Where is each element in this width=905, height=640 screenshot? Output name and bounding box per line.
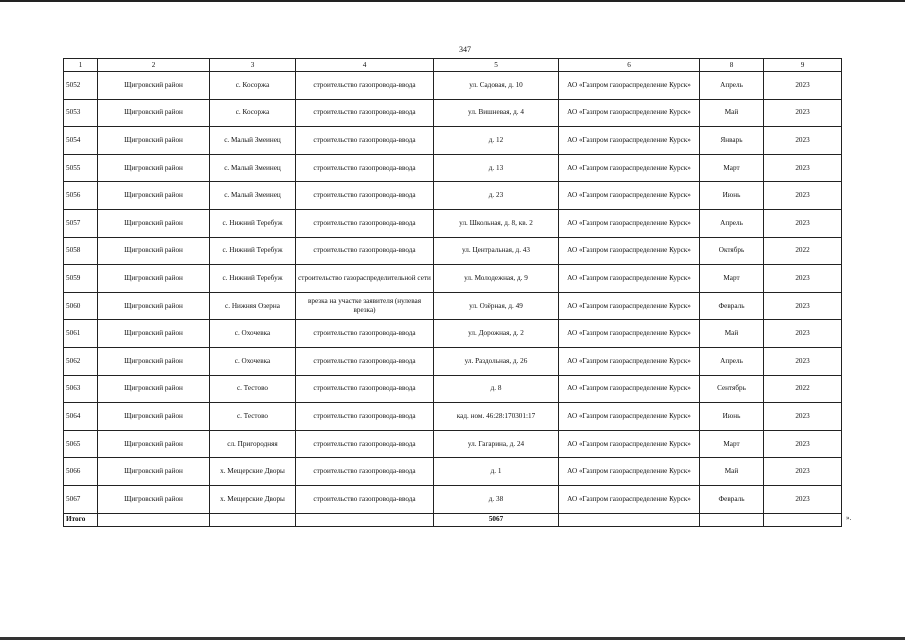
row-number-cell: 5057 xyxy=(64,209,98,237)
table-row xyxy=(64,154,842,182)
organization-cell: АО «Газпром газораспределение Курск» xyxy=(559,458,700,486)
work-type-cell: строительство газопровода-ввода xyxy=(296,99,434,127)
organization-cell: АО «Газпром газораспределение Курск» xyxy=(559,320,700,348)
organization-cell: АО «Газпром газораспределение Курск» xyxy=(559,430,700,458)
header-col-9: 9 xyxy=(764,59,842,72)
organization-cell: АО «Газпром газораспределение Курск» xyxy=(559,265,700,293)
month-cell: Июнь xyxy=(700,403,764,431)
address-cell: д. 38 xyxy=(434,485,559,513)
month-cell: Май xyxy=(700,458,764,486)
organization-cell: АО «Газпром газораспределение Курск» xyxy=(559,127,700,155)
settlement-cell: с. Охочевка xyxy=(210,347,296,375)
header-col-1: 1 xyxy=(64,59,98,72)
address-cell: ул. Садовая, д. 10 xyxy=(434,72,559,100)
address-cell: ул. Школьная, д. 8, кв. 2 xyxy=(434,209,559,237)
address-cell: д. 1 xyxy=(434,458,559,486)
organization-cell: АО «Газпром газораспределение Курск» xyxy=(559,292,700,320)
address-cell: ул. Дорожная, д. 2 xyxy=(434,320,559,348)
address-cell: ул. Центральная, д. 43 xyxy=(434,237,559,265)
table-row xyxy=(64,182,842,210)
district-cell: Щигровский район xyxy=(98,154,210,182)
district-cell: Щигровский район xyxy=(98,458,210,486)
row-number-cell: 5052 xyxy=(64,72,98,100)
organization-cell: АО «Газпром газораспределение Курск» xyxy=(559,99,700,127)
month-cell: Март xyxy=(700,154,764,182)
month-cell: Июнь xyxy=(700,182,764,210)
header-col-8: 8 xyxy=(700,59,764,72)
district-cell: Щигровский район xyxy=(98,265,210,293)
work-type-cell: строительство газопровода-ввода xyxy=(296,430,434,458)
month-cell: Сентябрь xyxy=(700,375,764,403)
year-cell: 2023 xyxy=(764,347,842,375)
header-col-5: 5 xyxy=(434,59,559,72)
settlement-cell: с. Нижний Теребуж xyxy=(210,265,296,293)
year-cell: 2022 xyxy=(764,237,842,265)
table-row xyxy=(64,485,842,513)
district-cell: Щигровский район xyxy=(98,292,210,320)
year-cell: 2023 xyxy=(764,154,842,182)
table-row xyxy=(64,127,842,155)
work-type-cell: строительство газопровода-ввода xyxy=(296,458,434,486)
table-row xyxy=(64,265,842,293)
month-cell: Апрель xyxy=(700,209,764,237)
address-cell: д. 13 xyxy=(434,154,559,182)
row-number-cell: 5065 xyxy=(64,430,98,458)
settlement-cell: сл. Пригородняя xyxy=(210,430,296,458)
district-cell: Щигровский район xyxy=(98,403,210,431)
settlement-cell: с. Нижний Теребуж xyxy=(210,237,296,265)
row-number-cell: 5061 xyxy=(64,320,98,348)
settlement-cell: с. Охочевка xyxy=(210,320,296,348)
work-type-cell: строительство газопровода-ввода xyxy=(296,320,434,348)
district-cell: Щигровский район xyxy=(98,485,210,513)
district-cell: Щигровский район xyxy=(98,320,210,348)
organization-cell: АО «Газпром газораспределение Курск» xyxy=(559,485,700,513)
page-number: 347 xyxy=(459,45,471,54)
total-empty-cell xyxy=(700,513,764,526)
settlement-cell: с. Малый Змеинец xyxy=(210,154,296,182)
organization-cell: АО «Газпром газораспределение Курск» xyxy=(559,209,700,237)
year-cell: 2023 xyxy=(764,320,842,348)
address-cell: кад. ном. 46:28:170301:17 xyxy=(434,403,559,431)
month-cell: Май xyxy=(700,320,764,348)
address-cell: ул. Озёрная, д. 49 xyxy=(434,292,559,320)
address-cell: ул. Молодежная, д. 9 xyxy=(434,265,559,293)
month-cell: Январь xyxy=(700,127,764,155)
row-number-cell: 5066 xyxy=(64,458,98,486)
total-empty-cell xyxy=(559,513,700,526)
table-row xyxy=(64,403,842,431)
month-cell: Март xyxy=(700,265,764,293)
district-cell: Щигровский район xyxy=(98,237,210,265)
table-row xyxy=(64,375,842,403)
settlement-cell: с. Малый Змеинец xyxy=(210,127,296,155)
work-type-cell: строительство газопровода-ввода xyxy=(296,72,434,100)
year-cell: 2023 xyxy=(764,209,842,237)
table-row xyxy=(64,430,842,458)
organization-cell: АО «Газпром газораспределение Курск» xyxy=(559,154,700,182)
district-cell: Щигровский район xyxy=(98,375,210,403)
address-cell: д. 12 xyxy=(434,127,559,155)
registry-table xyxy=(63,58,842,527)
year-cell: 2023 xyxy=(764,403,842,431)
header-col-3: 3 xyxy=(210,59,296,72)
work-type-cell: строительство газопровода-ввода xyxy=(296,375,434,403)
settlement-cell: с. Нижняя Озерна xyxy=(210,292,296,320)
total-empty-cell xyxy=(98,513,210,526)
table-row xyxy=(64,347,842,375)
settlement-cell: с. Косоржа xyxy=(210,99,296,127)
organization-cell: АО «Газпром газораспределение Курск» xyxy=(559,347,700,375)
row-number-cell: 5060 xyxy=(64,292,98,320)
work-type-cell: строительство газопровода-ввода xyxy=(296,237,434,265)
row-number-cell: 5058 xyxy=(64,237,98,265)
district-cell: Щигровский район xyxy=(98,209,210,237)
address-cell: ул. Раздольная, д. 26 xyxy=(434,347,559,375)
month-cell: Октябрь xyxy=(700,237,764,265)
table-row xyxy=(64,237,842,265)
address-cell: д. 23 xyxy=(434,182,559,210)
row-number-cell: 5054 xyxy=(64,127,98,155)
year-cell: 2023 xyxy=(764,430,842,458)
year-cell: 2023 xyxy=(764,182,842,210)
scan-edge-top xyxy=(0,0,905,2)
row-number-cell: 5059 xyxy=(64,265,98,293)
settlement-cell: с. Тестово xyxy=(210,403,296,431)
table-row xyxy=(64,209,842,237)
table-row xyxy=(64,292,842,320)
row-number-cell: 5062 xyxy=(64,347,98,375)
table-row xyxy=(64,458,842,486)
total-label: Итого xyxy=(64,513,98,526)
settlement-cell: х. Мещерские Дворы xyxy=(210,458,296,486)
settlement-cell: с. Нижний Теребуж xyxy=(210,209,296,237)
settlement-cell: с. Малый Змеинец xyxy=(210,182,296,210)
row-number-cell: 5063 xyxy=(64,375,98,403)
work-type-cell: строительство газопровода-ввода xyxy=(296,154,434,182)
district-cell: Щигровский район xyxy=(98,127,210,155)
organization-cell: АО «Газпром газораспределение Курск» xyxy=(559,182,700,210)
year-cell: 2023 xyxy=(764,265,842,293)
end-mark: ». xyxy=(846,514,852,522)
header-col-2: 2 xyxy=(98,59,210,72)
year-cell: 2023 xyxy=(764,458,842,486)
work-type-cell: строительство газопровода-ввода xyxy=(296,209,434,237)
month-cell: Апрель xyxy=(700,72,764,100)
header-row xyxy=(64,59,842,72)
total-empty-cell xyxy=(296,513,434,526)
year-cell: 2023 xyxy=(764,127,842,155)
address-cell: д. 8 xyxy=(434,375,559,403)
settlement-cell: х. Мещерские Дворы xyxy=(210,485,296,513)
month-cell: Май xyxy=(700,99,764,127)
row-number-cell: 5067 xyxy=(64,485,98,513)
organization-cell: АО «Газпром газораспределение Курск» xyxy=(559,237,700,265)
district-cell: Щигровский район xyxy=(98,430,210,458)
year-cell: 2023 xyxy=(764,485,842,513)
work-type-cell: строительство газопровода-ввода xyxy=(296,403,434,431)
total-value: 5067 xyxy=(434,513,559,526)
organization-cell: АО «Газпром газораспределение Курск» xyxy=(559,72,700,100)
year-cell: 2023 xyxy=(764,72,842,100)
table-row xyxy=(64,72,842,100)
address-cell: ул. Гагарина, д. 24 xyxy=(434,430,559,458)
district-cell: Щигровский район xyxy=(98,347,210,375)
month-cell: Апрель xyxy=(700,347,764,375)
address-cell: ул. Вишневая, д. 4 xyxy=(434,99,559,127)
header-col-6: 6 xyxy=(559,59,700,72)
work-type-cell: строительство газопровода-ввода xyxy=(296,182,434,210)
district-cell: Щигровский район xyxy=(98,72,210,100)
work-type-cell: строительство газораспределительной сети xyxy=(296,265,434,293)
settlement-cell: с. Косоржа xyxy=(210,72,296,100)
district-cell: Щигровский район xyxy=(98,182,210,210)
settlement-cell: с. Тестово xyxy=(210,375,296,403)
header-col-4: 4 xyxy=(296,59,434,72)
organization-cell: АО «Газпром газораспределение Курск» xyxy=(559,375,700,403)
month-cell: Февраль xyxy=(700,485,764,513)
row-number-cell: 5055 xyxy=(64,154,98,182)
work-type-cell: строительство газопровода-ввода xyxy=(296,485,434,513)
total-row xyxy=(64,513,842,526)
row-number-cell: 5056 xyxy=(64,182,98,210)
total-empty-cell xyxy=(210,513,296,526)
total-empty-cell xyxy=(764,513,842,526)
district-cell: Щигровский район xyxy=(98,99,210,127)
year-cell: 2022 xyxy=(764,375,842,403)
month-cell: Март xyxy=(700,430,764,458)
row-number-cell: 5053 xyxy=(64,99,98,127)
table-row xyxy=(64,99,842,127)
year-cell: 2023 xyxy=(764,292,842,320)
work-type-cell: строительство газопровода-ввода xyxy=(296,347,434,375)
table-row xyxy=(64,320,842,348)
row-number-cell: 5064 xyxy=(64,403,98,431)
organization-cell: АО «Газпром газораспределение Курск» xyxy=(559,403,700,431)
work-type-cell: строительство газопровода-ввода xyxy=(296,127,434,155)
month-cell: Февраль xyxy=(700,292,764,320)
work-type-cell: врезка на участке заявителя (нулевая врезка) xyxy=(296,292,434,320)
year-cell: 2023 xyxy=(764,99,842,127)
